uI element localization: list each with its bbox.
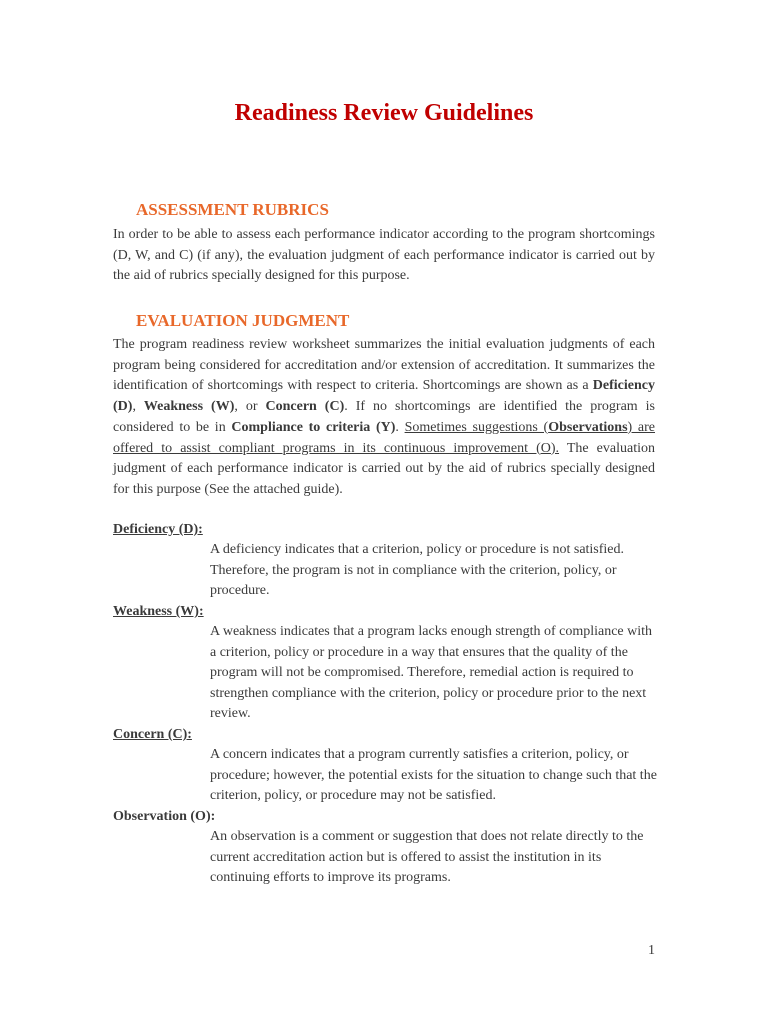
eval-text-2: , [132,399,144,415]
assessment-rubrics-paragraph: In order to be able to assess each performance indicator according to the program shortcomings (D, W, and C) (if any), the evaluation judgment of each performance indicator is carried out by the aid of rubrics specially designed for this purpose. [113,227,655,284]
definition-observation: An observation is a comment or suggestion that does not relate directly to the current accreditation action but is offered to assist the institution in its continuing efforts to improve its programs. [210,829,644,886]
eval-term-weakness: Weakness (W) [143,399,235,415]
eval-term-concern: Concern (C) [265,399,345,415]
definition-concern: A concern indicates that a program currently satisfies a criterion, policy, or procedure; however, the potential exists for the situation to change such that the criterion, policy, or procedure may not be satisfied. [210,747,657,804]
term-weakness-label: Weakness (W): [113,604,204,619]
eval-text-4: . If no shortcomings are identified the program is considered to be in [113,399,655,435]
page-title: Readiness Review Guidelines [234,100,534,126]
eval-term-compliance: Compliance to criteria (Y) [231,419,396,435]
assessment-rubrics-heading: ASSESSMENT RUBRICS [136,200,329,219]
eval-text-1: The program readiness review worksheet summarizes the initial evaluation judgments of each program being considered for accreditation and/or extension of accreditation. It summarizes the identification of shortcomings with respect to criteria. Shortcomings are shown as a [113,337,655,394]
page-number: 1 [648,943,655,958]
definition-deficiency: A deficiency indicates that a criterion, policy or procedure is not satisfied. Therefore, the program is not in compliance with the criterion, policy, or procedure. [210,542,625,599]
term-deficiency-label: Deficiency (D): [113,522,203,537]
term-concern-label: Concern (C): [113,727,192,742]
eval-underlined-2: ) are offered to assist compliant programs in its continuous improvement (O). [113,419,655,456]
eval-term-deficiency: Deficiency (D) [113,378,655,415]
term-deficiency [113,520,203,540]
evaluation-judgment-paragraph [113,335,655,501]
eval-text-6: The evaluation judgment of each performance indicator is carried out by the aid of rubrics specially designed for this purpose (See the attached guide). [113,440,655,497]
term-observation-label: Observation (O): [113,809,216,824]
evaluation-judgment-heading: EVALUATION JUDGMENT [136,311,350,330]
eval-underlined-1: Sometimes suggestions ( [404,419,549,435]
eval-text-5: . [395,419,405,435]
eval-term-observations: Observations [548,419,628,435]
eval-text-3: , or [234,399,266,415]
term-observation [113,807,215,827]
term-concern [113,725,192,745]
term-weakness [113,602,204,622]
definition-weakness: A weakness indicates that a program lacks enough strength of compliance with a criterion, policy or procedure in a way that ensures that the quality of the program will not be compromised. Therefore, remedial action is required to strengthen compliance with the criterion, policy or procedure prior to the next review. [210,624,653,722]
